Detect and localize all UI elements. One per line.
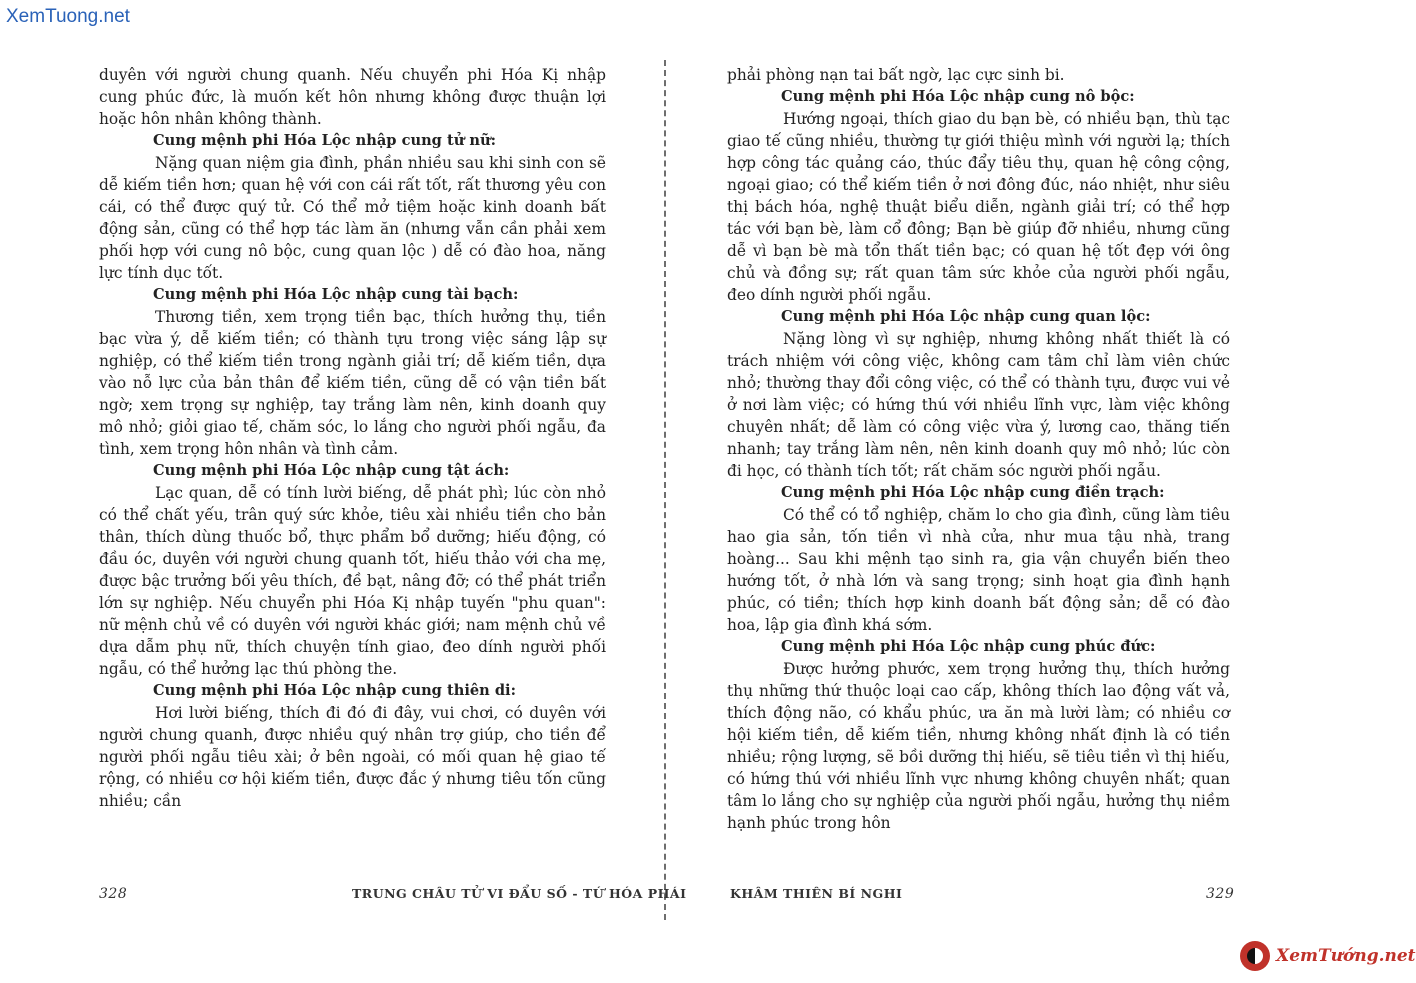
right-running-title: KHÂM THIÊN BÍ NGHI xyxy=(730,886,903,901)
page-number: 329 xyxy=(1206,886,1235,902)
watermark-logo-text: XemTướng.net xyxy=(1276,946,1416,966)
section-heading: Cung mệnh phi Hóa Lộc nhập cung quan lộc: xyxy=(781,308,1151,325)
right-page xyxy=(727,64,1230,834)
section-body: Có thể có tổ nghiệp, chăm lo cho gia đình, cũng làm tiêu hao gia sản, tốn tiền vì nhà cửa, như mua tậu nhà, trang hoàng... Sau khi mệnh tạo sinh ra, gia vận chuyển biến theo hướng tốt, ở nhà lớn và sang trọng; sinh hoạt gia đình hạnh phúc, có tiền; thích hợp kinh doanh bất động sản; dễ có đào hoa, lập gia đình khá sớm. xyxy=(727,506,1230,634)
section-heading: Cung mệnh phi Hóa Lộc nhập cung tật ách: xyxy=(153,462,510,479)
section-heading: Cung mệnh phi Hóa Lộc nhập cung tử nữ: xyxy=(153,132,497,149)
right-continuation-text: phải phòng nạn tai bất ngờ, lạc cực sinh bi. xyxy=(727,66,1065,84)
left-page-number xyxy=(99,886,127,902)
section-heading: Cung mệnh phi Hóa Lộc nhập cung thiên di: xyxy=(153,682,516,699)
site-brand[interactable]: XemTuong.net xyxy=(6,6,130,27)
yin-yang-icon xyxy=(1240,941,1270,971)
section-body: Thương tiền, xem trọng tiền bạc, thích hưởng thụ, tiền bạc vừa ý, dễ kiếm tiền; có thành tựu trong việc sáng lập sự nghiệp, có thể kiếm tiền trong ngành giải trí; dễ kiếm tiền, dựa vào nỗ lực của bản thân để kiếm tiền, cũng dễ có vận tiền bất ngờ; xem trọng sự nghiệp, tay trắng làm nên, kinh doanh quy mô nhỏ; giỏi giao tế, chăm sóc, lo lắng cho người phối ngẫu, đa tình, xem trọng hôn nhân và tình cảm. xyxy=(99,308,606,458)
left-continuation-text: duyên với người chung quanh. Nếu chuyển phi Hóa Kị nhập cung phúc đức, là muốn kết hôn nhưng không được thuận lợi hoặc hôn nhân không thành. xyxy=(99,66,606,128)
section-body: Lạc quan, dễ có tính lười biếng, dễ phát phì; lúc còn nhỏ có thể chất yếu, trân quý sức khỏe, tiêu xài nhiều tiền cho bản thân, thích dùng thuốc bổ, thực phẩm bổ dưỡng; hiếu động, có đầu óc, duyên với người chung quanh tốt, hiếu thảo với cha mẹ, được bậc trưởng bối yêu thích, đề bạt, nâng đỡ; có thể phát triển lớn sự nghiệp. Nếu chuyển phi Hóa Kị nhập tuyến "phu quan": nữ mệnh chủ về có duyên với người khác giới; nam mệnh chủ về dựa dẫm phụ nữ, thích chuyện tính giao, đeo dính người phối ngẫu, có thể hưởng lạc thú phòng the. xyxy=(99,484,606,678)
right-page-number xyxy=(1206,886,1234,902)
section-heading: Cung mệnh phi Hóa Lộc nhập cung tài bạch: xyxy=(153,286,519,303)
section-body: Hơi lười biếng, thích đi đó đi đây, vui chơi, có duyên với người chung quanh, được nhiều quý nhân trợ giúp, cho tiền để người phối ngẫu tiêu xài; ở bên ngoài, có mối quan hệ giao tế rộng, có nhiều cơ hội kiếm tiền, được đắc ý nhưng tiêu tốn cũng nhiều; cần xyxy=(99,704,606,810)
section-body: Nặng quan niệm gia đình, phần nhiều sau khi sinh con sẽ dễ kiếm tiền hơn; quan hệ với con cái rất tốt, rất thương yêu con cái, có thể được quý tử. Có thể mở tiệm hoặc kinh doanh bất động sản, cũng có thể hợp tác làm ăn (nhưng vẫn cần phải xem phối hợp với cung nô bộc, cung quan lộc ) dễ có đào hoa, năng lực tính dục tốt. xyxy=(99,154,606,282)
left-running-title: TRUNG CHÂU TỬ VI ĐẨU SỐ - TỨ HÓA PHÁI xyxy=(352,886,687,901)
section-heading: Cung mệnh phi Hóa Lộc nhập cung nô bộc: xyxy=(781,88,1135,105)
watermark-logo xyxy=(1234,929,1416,983)
section-body: Được hưởng phước, xem trọng hưởng thụ, thích hưởng thụ những thứ thuộc loại cao cấp, không thích lao động vất vả, thích động não, có khẩu phúc, ưa ăn mà lười làm; có nhiều cơ hội kiếm tiền, dễ kiếm tiền, nhưng không nhất định là có tiền nhiều; rộng lượng, sẽ bồi dưỡng thị hiếu, sẽ tiêu tiền vì thị hiếu, có hứng thú với nhiều lĩnh vực nhưng không chuyên nhất; quan tâm lo lắng cho sự nghiệp của người phối ngẫu, hưởng thụ niềm hạnh phúc trong hôn xyxy=(727,660,1230,832)
section-body: Nặng lòng vì sự nghiệp, nhưng không nhất thiết là có trách nhiệm với công việc, không cam tâm chỉ làm viên chức nhỏ; thường thay đổi công việc, có thể có thành tựu, được vui vẻ ở nơi làm việc; có hứng thú với nhiều lĩnh vực, làm việc không chuyên nhất; dễ làm có công việc vừa ý, lương cao, thăng tiến nhanh; tay trắng làm nên, nên kinh doanh quy mô nhỏ; lúc còn đi học, có thành tích tốt; rất chăm sóc người phối ngẫu. xyxy=(727,330,1230,480)
left-page xyxy=(99,64,606,812)
page-gutter-divider xyxy=(664,60,666,920)
page-number: 328 xyxy=(99,886,128,902)
section-body: Hướng ngoại, thích giao du bạn bè, có nhiều bạn, thù tạc giao tế cũng nhiều, thường tự giới thiệu mình với người lạ; thích hợp công tác quảng cáo, thúc đẩy tiêu thụ, quan hệ công cộng, ngoại giao; có thể kiếm tiền ở nơi đông đúc, náo nhiệt, như siêu thị bách hóa, nghệ thuật biểu diễn, ngành giải trí; có thể hợp tác với bạn bè, làm cổ đông; Bạn bè giúp đỡ nhiều, nhưng cũng dễ vì bạn bè mà tổn thất tiền bạc; có quan hệ tốt đẹp với ông chủ và đồng sự; rất quan tâm sức khỏe của người phối ngẫu, đeo dính người phối ngẫu. xyxy=(727,110,1230,304)
section-heading: Cung mệnh phi Hóa Lộc nhập cung điền trạch: xyxy=(781,484,1165,501)
section-heading: Cung mệnh phi Hóa Lộc nhập cung phúc đức: xyxy=(781,638,1156,655)
